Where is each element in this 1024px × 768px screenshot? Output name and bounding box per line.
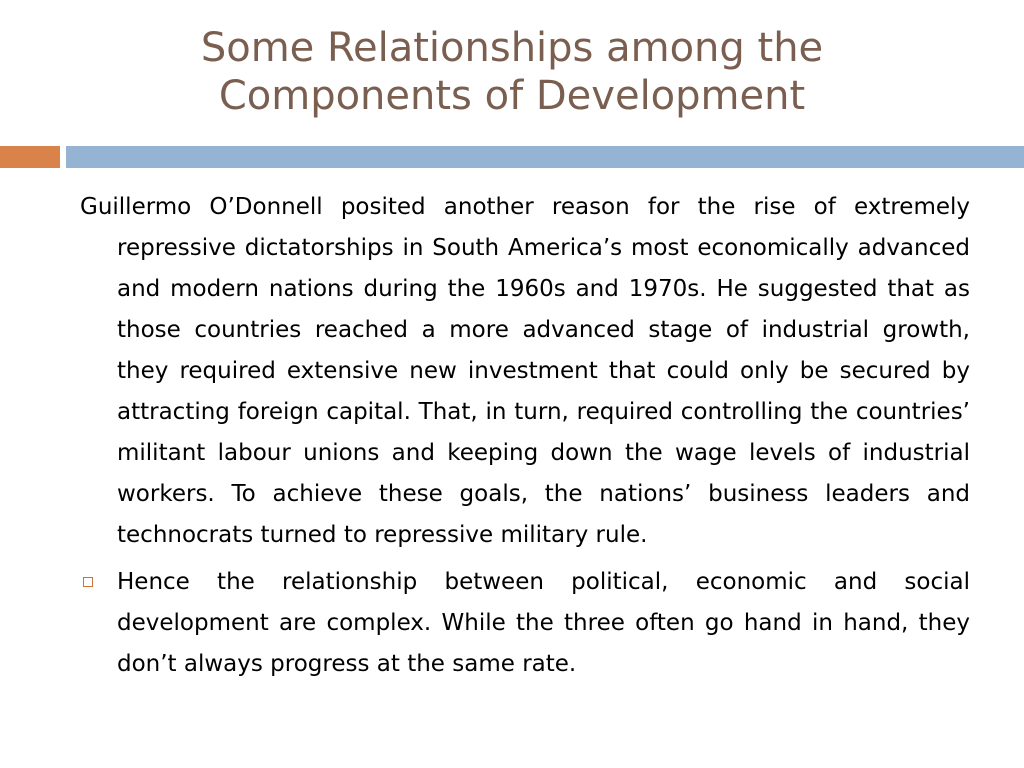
bullet-item [80, 562, 970, 685]
slide-title [0, 24, 1024, 120]
slide-body [80, 187, 970, 685]
accent-bar-left [0, 146, 60, 168]
slide-title-line-1: Some Relationships among the [200, 25, 824, 71]
slide-title-line-2: Components of Development [218, 73, 806, 119]
accent-bar-right [66, 146, 1024, 168]
body-paragraph: Guillermo O’Donnell posited another reason for the rise of extremely repressive dictatorships in South America’s most economically advanced and modern nations during the 1960s and 1970s. He suggested that as those countries reached a more advanced stage of industrial growth, they required extensive new investment that could only be secured by attracting foreign capital. That, in turn, required controlling the countries’ militant labour unions and keeping down the wage levels of industrial workers. To achieve these goals, the nations’ business leaders and technocrats turned to repressive military rule. [80, 194, 970, 548]
square-bullet-icon [80, 562, 117, 603]
bullet-text: Hence the relationship between political, economic and social development are complex. While the three often go hand in hand, they don’t always progress at the same rate. [117, 569, 970, 677]
